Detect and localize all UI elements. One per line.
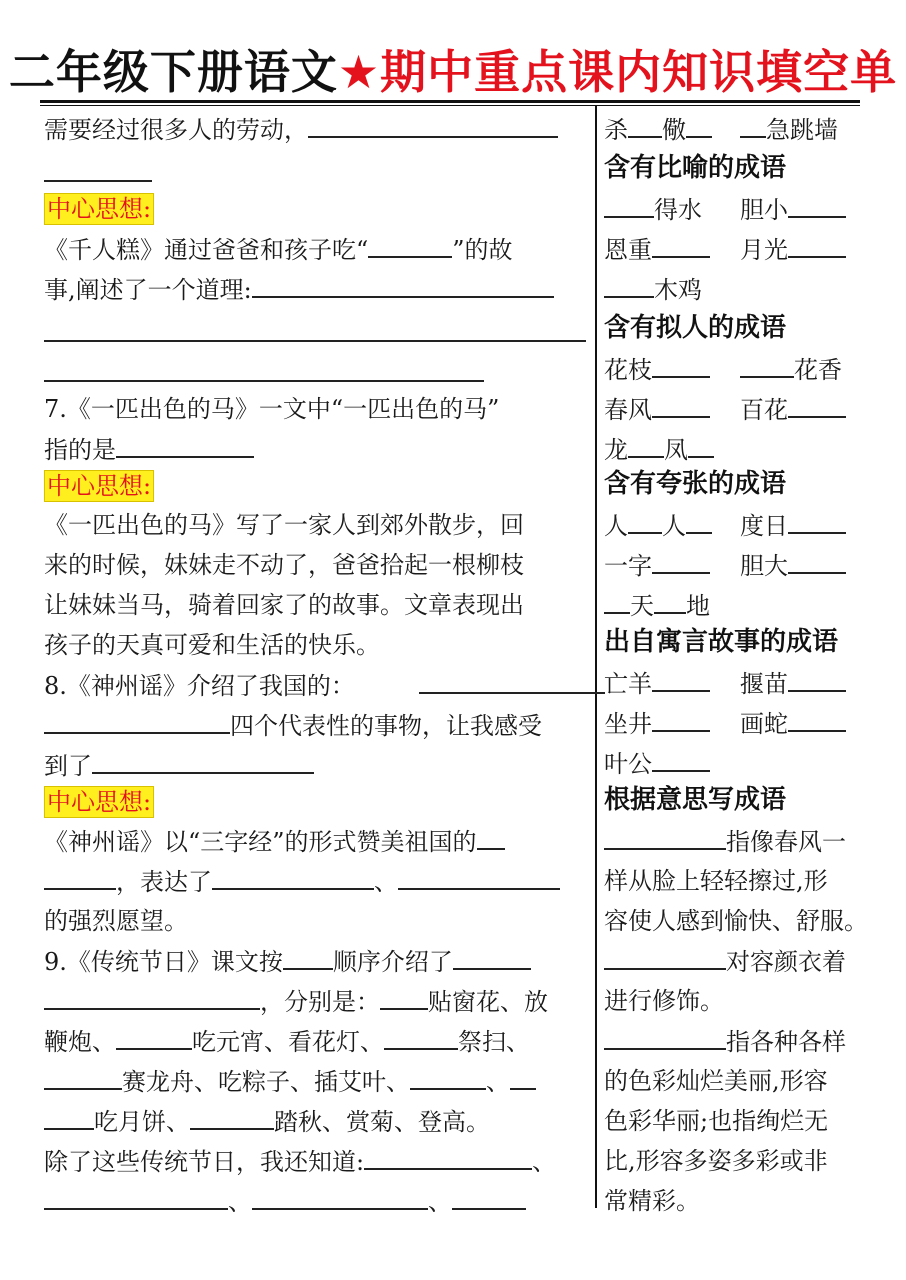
q8-summary-2: ，表达了 、	[44, 866, 560, 896]
q9-line-1: 9.《传统节日》课文按 顺序介绍了	[44, 946, 531, 976]
answer-blank[interactable]	[652, 550, 710, 574]
idiom-fable-2a: 坐井	[604, 708, 710, 739]
answer-blank[interactable]	[788, 668, 846, 692]
answer-blank[interactable]	[283, 946, 333, 970]
idiom-simile-3: 木鸡	[604, 274, 702, 305]
answer-blank[interactable]	[44, 1186, 228, 1210]
answer-blank[interactable]	[368, 234, 452, 258]
q9-line-2: ，分别是： 贴窗花、放	[44, 986, 548, 1016]
q7-summary-4: 孩子的天真可爱和生活的快乐。	[44, 631, 380, 659]
idiom-exaggerate-1a: 人 人	[604, 510, 712, 541]
answer-blank[interactable]	[44, 340, 586, 342]
answer-blank[interactable]	[628, 510, 662, 534]
heading-personification: 含有拟人的成语	[604, 313, 787, 343]
center-idea-label: 中心思想:	[44, 193, 154, 225]
heading-meaning: 根据意思写成语	[604, 785, 787, 815]
meaning-1-line-2: 样从脸上轻轻擦过,形	[604, 867, 828, 895]
center-idea-label: 中心思想:	[44, 786, 154, 818]
idiom-simile-1b: 胆小	[740, 194, 846, 225]
idiom-personify-3: 龙 凤	[604, 434, 714, 465]
q9-line-4: 赛龙舟、吃粽子、插艾叶、 、	[44, 1066, 536, 1096]
idiom-exaggerate-2b: 胆大	[740, 550, 846, 581]
q6-line-1: 《千人糕》通过爸爸和孩子吃“ ”的故	[44, 236, 513, 264]
idiom-personify-2b: 百花	[740, 394, 846, 425]
answer-blank[interactable]	[654, 590, 686, 614]
header-rule-thin	[40, 105, 860, 106]
q8-line-1: 8.《神州谣》介绍了我国的：	[44, 670, 605, 700]
answer-blank[interactable]	[740, 114, 766, 138]
answer-blank[interactable]	[252, 274, 554, 298]
meaning-2-line-2: 进行修饰。	[604, 987, 724, 1015]
answer-blank[interactable]	[419, 670, 605, 694]
answer-blank[interactable]	[604, 946, 726, 970]
header-rule-thick	[40, 100, 860, 103]
idiom-fable-2b: 画蛇	[740, 708, 846, 739]
q7-line-2: 指的是	[44, 434, 254, 464]
answer-blank[interactable]	[628, 434, 664, 458]
meaning-3-line-5: 常精彩。	[604, 1187, 700, 1215]
idiom-personify-1b: 花香	[740, 354, 842, 385]
answer-blank[interactable]	[628, 114, 662, 138]
answer-blank[interactable]	[652, 668, 710, 692]
q6-line-2: 事,阐述了一个道理:	[44, 274, 554, 304]
idiom-personify-2a: 春风	[604, 394, 710, 425]
q9-line-5: 吃月饼、 踏秋、赏菊、登高。	[44, 1106, 490, 1136]
q7-summary-3: 让妹妹当马，骑着回家了的故事。文章表现出	[44, 591, 524, 619]
answer-blank[interactable]	[652, 394, 710, 418]
answer-blank[interactable]	[44, 380, 484, 382]
q8-line-3: 到了	[44, 750, 314, 780]
q8-line-2: 四个代表性的事物，让我感受	[44, 710, 542, 740]
idiom-fable-1a: 亡羊	[604, 668, 710, 699]
idiom-personify-1a: 花枝	[604, 354, 710, 385]
q9-line-6: 除了这些传统节日，我还知道: 、	[44, 1148, 557, 1176]
answer-blank[interactable]	[788, 510, 846, 534]
meaning-1-line-3: 容使人感到愉快、舒服。	[604, 907, 868, 935]
idiom-simile-2a: 恩重	[604, 234, 710, 265]
meaning-3-line-1: 指各种各样	[604, 1026, 846, 1057]
answer-blank[interactable]	[788, 194, 846, 218]
answer-blank[interactable]	[686, 114, 712, 138]
idiom-simile-1a: 得水	[604, 194, 702, 225]
answer-blank[interactable]	[652, 234, 710, 258]
answer-blank[interactable]	[788, 550, 846, 574]
title-main: 二年级下册语文	[8, 45, 338, 99]
answer-blank[interactable]	[604, 1026, 726, 1050]
answer-blank[interactable]	[364, 1146, 532, 1170]
heading-simile: 含有比喻的成语	[604, 153, 787, 183]
q9-line-3: 鞭炮、 吃元宵、看花灯、 祭扫、	[44, 1028, 530, 1056]
answer-blank[interactable]	[44, 180, 152, 182]
heading-exaggeration: 含有夸张的成语	[604, 469, 787, 499]
answer-blank[interactable]	[410, 1066, 486, 1090]
answer-blank[interactable]	[453, 946, 531, 970]
answer-blank[interactable]	[452, 1186, 526, 1210]
answer-blank[interactable]	[604, 274, 654, 298]
answer-blank[interactable]	[190, 1106, 274, 1130]
idiom-exaggerate-1b: 度日	[740, 510, 846, 541]
answer-blank[interactable]	[44, 1106, 94, 1130]
answer-blank[interactable]	[740, 354, 794, 378]
page-title	[0, 46, 906, 98]
heading-fable: 出自寓言故事的成语	[604, 627, 839, 657]
answer-blank[interactable]	[252, 1186, 428, 1210]
answer-blank[interactable]	[44, 866, 116, 890]
answer-blank[interactable]	[477, 826, 505, 850]
answer-blank[interactable]	[380, 986, 428, 1010]
meaning-3-line-4: 比,形容多姿多彩或非	[604, 1147, 828, 1175]
idiom-exaggerate-3: 天 地	[604, 590, 710, 621]
meaning-3-line-2: 的色彩灿烂美丽,形容	[604, 1067, 828, 1095]
answer-blank[interactable]	[116, 434, 254, 458]
answer-blank[interactable]	[686, 510, 712, 534]
meaning-2-line-1: 对容颜衣着	[604, 946, 846, 977]
answer-blank[interactable]	[788, 708, 846, 732]
answer-blank[interactable]	[788, 234, 846, 258]
idiom-fable-3: 叶公	[604, 748, 710, 779]
q8-summary-3: 的强烈愿望。	[44, 907, 188, 935]
answer-blank[interactable]	[604, 590, 630, 614]
left-line-1: 需要经过很多人的劳动，	[44, 114, 558, 144]
answer-blank[interactable]	[92, 750, 314, 774]
answer-blank[interactable]	[398, 866, 560, 890]
title-highlight: ★期中重点课内知识填空单	[337, 45, 898, 99]
q7-summary-1: 《一匹出色的马》写了一家人到郊外散步，回	[44, 511, 524, 539]
answer-blank[interactable]	[604, 194, 654, 218]
q7-summary-2: 来的时候，妹妹走不动了，爸爸拾起一根柳枝	[44, 551, 524, 579]
answer-blank[interactable]	[652, 708, 710, 732]
q8-summary-1: 《神州谣》以“三字经”的形式赞美祖国的	[44, 826, 505, 856]
idiom-row-top: 杀 儆 急跳墙	[604, 116, 838, 144]
answer-blank[interactable]	[44, 986, 260, 1010]
answer-blank[interactable]	[212, 866, 374, 890]
answer-blank[interactable]	[652, 748, 710, 772]
answer-blank[interactable]	[308, 114, 558, 138]
q7-line-1: 7.《一匹出色的马》一文中“一匹出色的马”	[44, 395, 500, 423]
meaning-3-line-3: 色彩华丽;也指绚烂无	[604, 1107, 829, 1135]
meaning-1-line-1: 指像春风一	[604, 826, 846, 857]
column-divider	[595, 106, 597, 1208]
answer-blank[interactable]	[44, 1066, 122, 1090]
answer-blank[interactable]	[604, 826, 726, 850]
answer-blank[interactable]	[116, 1026, 192, 1050]
answer-blank[interactable]	[688, 434, 714, 458]
idiom-simile-2b: 月光	[740, 234, 846, 265]
answer-blank[interactable]	[788, 394, 846, 418]
answer-blank[interactable]	[652, 354, 710, 378]
idiom-exaggerate-2a: 一字	[604, 550, 710, 581]
answer-blank[interactable]	[384, 1026, 458, 1050]
answer-blank[interactable]	[44, 710, 230, 734]
q9-line-7: 、 、	[44, 1186, 526, 1216]
answer-blank[interactable]	[510, 1066, 536, 1090]
center-idea-label: 中心思想:	[44, 470, 154, 502]
idiom-fable-1b: 揠苗	[740, 668, 846, 699]
